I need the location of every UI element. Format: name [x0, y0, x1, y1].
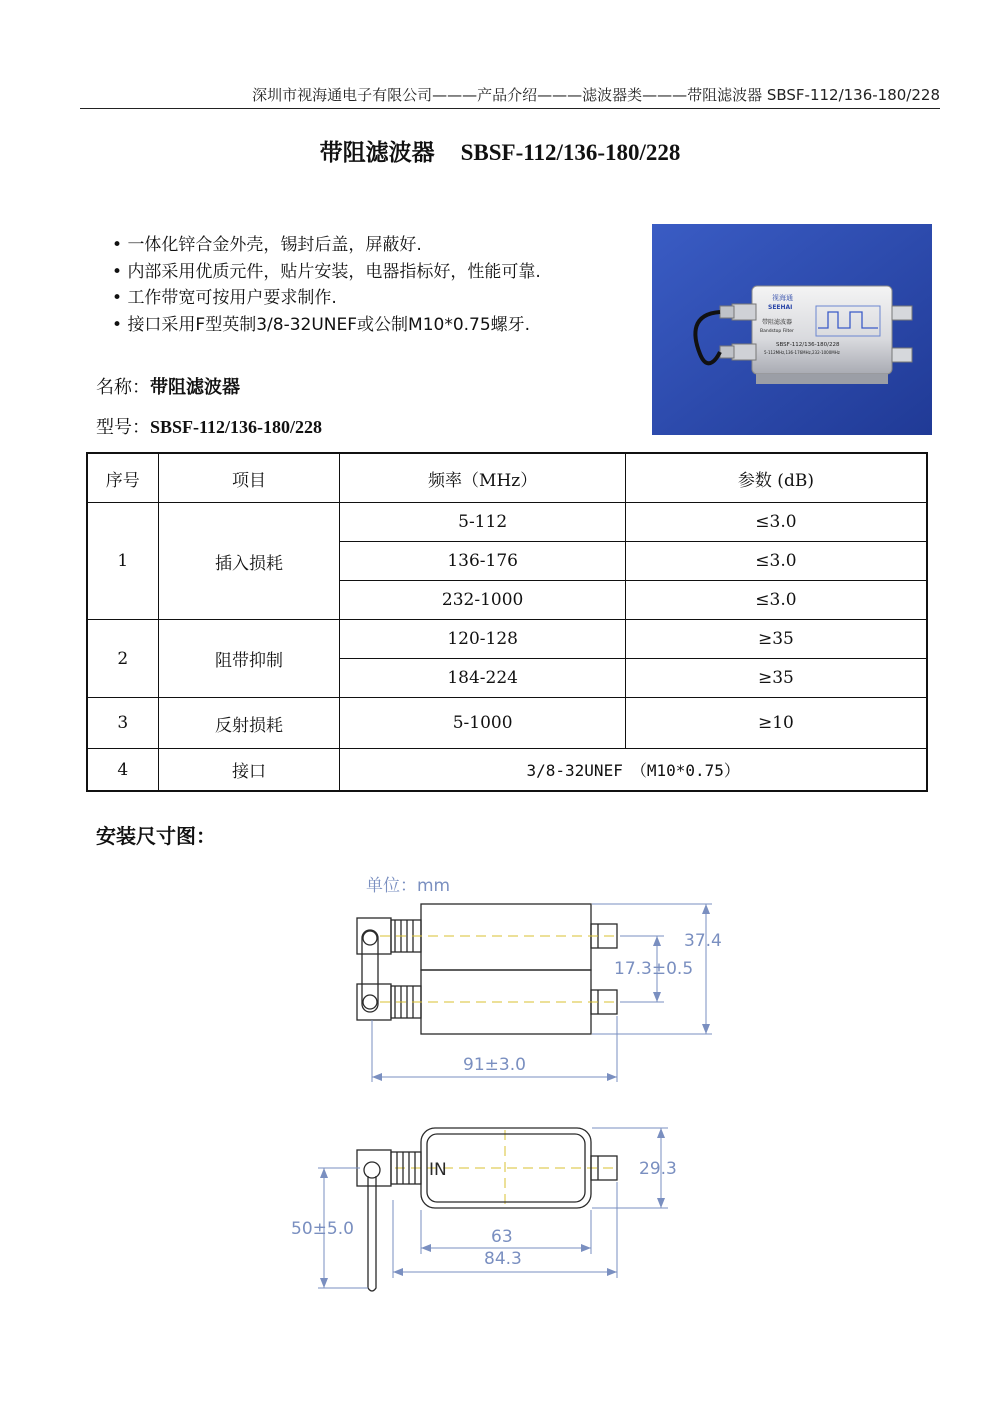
cell-frequency: 5-112	[340, 503, 625, 542]
feature-item: • 接口采用F型英制3/8-32UNEF或公制M10*0.75螺牙.	[112, 312, 541, 339]
title-name: 带阻滤波器	[319, 139, 435, 166]
dim-body-height-label: 29.3	[639, 1159, 677, 1179]
unit-label: 单位：mm	[366, 876, 451, 896]
cell-param: ≤3.0	[625, 581, 927, 620]
dim-body-len-label: 63	[491, 1227, 513, 1247]
cell-frequency: 120-128	[340, 620, 625, 659]
dim-length-label: 91±3.0	[463, 1055, 526, 1075]
product-photo	[652, 224, 932, 435]
dimension-labels	[291, 876, 722, 1269]
install-title: 安装尺寸图：	[96, 824, 216, 848]
feature-item: • 工作带宽可按用户要求制作.	[112, 285, 541, 312]
header-rule	[80, 108, 940, 109]
cell-no: 1	[87, 503, 158, 620]
cell-frequency: 184-224	[340, 659, 625, 698]
col-header-frequency: 频率（MHz）	[340, 453, 625, 503]
cell-no: 2	[87, 620, 158, 698]
cell-item: 阻带抑制	[158, 620, 340, 698]
cell-param: ≥35	[625, 659, 927, 698]
photo-type-cn: 带阻滤波器	[762, 319, 793, 326]
title-model: SBSF-112/136-180/228	[460, 140, 681, 165]
table-row	[87, 749, 927, 792]
cell-param: ≥35	[625, 620, 927, 659]
col-header-param: 参数 (dB)	[625, 453, 927, 503]
top-view-dimensions	[372, 904, 712, 1082]
cell-item: 接口	[158, 749, 340, 792]
dim-cable-label: 50±5.0	[291, 1219, 354, 1239]
model-value: SBSF-112/136-180/228	[150, 417, 323, 437]
cell-param: ≤3.0	[625, 542, 927, 581]
product-model	[96, 413, 322, 439]
page-header: 深圳市视海通电子有限公司———产品介绍———滤波器类———带阻滤波器 SBSF-112/136-180/228	[252, 86, 940, 104]
product-photo-graphic	[652, 224, 932, 435]
spec-table	[86, 452, 928, 792]
top-view	[357, 904, 617, 1034]
photo-bands: 5-112MHz,136-176MHz,232-1000MHz	[764, 350, 840, 355]
feature-item: • 一体化锌合金外壳，锡封后盖，屏蔽好.	[112, 232, 541, 259]
model-label: 型号：	[96, 417, 150, 438]
cell-connector: 3/8-32UNEF （M10*0.75）	[340, 749, 927, 792]
col-header-no: 序号	[87, 453, 158, 503]
name-label: 名称：	[96, 377, 150, 398]
col-header-item: 项目	[158, 453, 340, 503]
photo-type-en: Bandstop Filter	[760, 329, 794, 334]
table-row	[87, 503, 927, 542]
cell-no: 4	[87, 749, 158, 792]
name-value: 带阻滤波器	[150, 377, 240, 398]
table-row	[87, 698, 927, 749]
photo-brand-cn: 视海通	[772, 294, 793, 302]
feature-item: • 内部采用优质元件，贴片安装，电器指标好，性能可靠.	[112, 259, 541, 286]
dim-height-label: 37.4	[684, 931, 722, 951]
cell-param: ≤3.0	[625, 503, 927, 542]
cell-no: 3	[87, 698, 158, 749]
page-title	[0, 134, 1000, 167]
port-label: IN	[429, 1160, 447, 1180]
dim-total-len-label: 84.3	[484, 1249, 522, 1269]
cell-item: 插入损耗	[158, 503, 340, 620]
table-row	[87, 620, 927, 659]
cell-item: 反射损耗	[158, 698, 340, 749]
cell-frequency: 136-176	[340, 542, 625, 581]
feature-list	[112, 232, 541, 338]
cell-frequency: 5-1000	[340, 698, 625, 749]
photo-brand-en: SEEHAI	[768, 304, 793, 311]
photo-model: SBSF-112/136-180/228	[776, 342, 840, 348]
cell-param: ≥10	[625, 698, 927, 749]
dimension-drawing	[0, 860, 1000, 1320]
cell-frequency: 232-1000	[340, 581, 625, 620]
dim-pitch-label: 17.3±0.5	[614, 959, 694, 979]
product-name	[96, 373, 240, 399]
table-header-row	[87, 453, 927, 503]
